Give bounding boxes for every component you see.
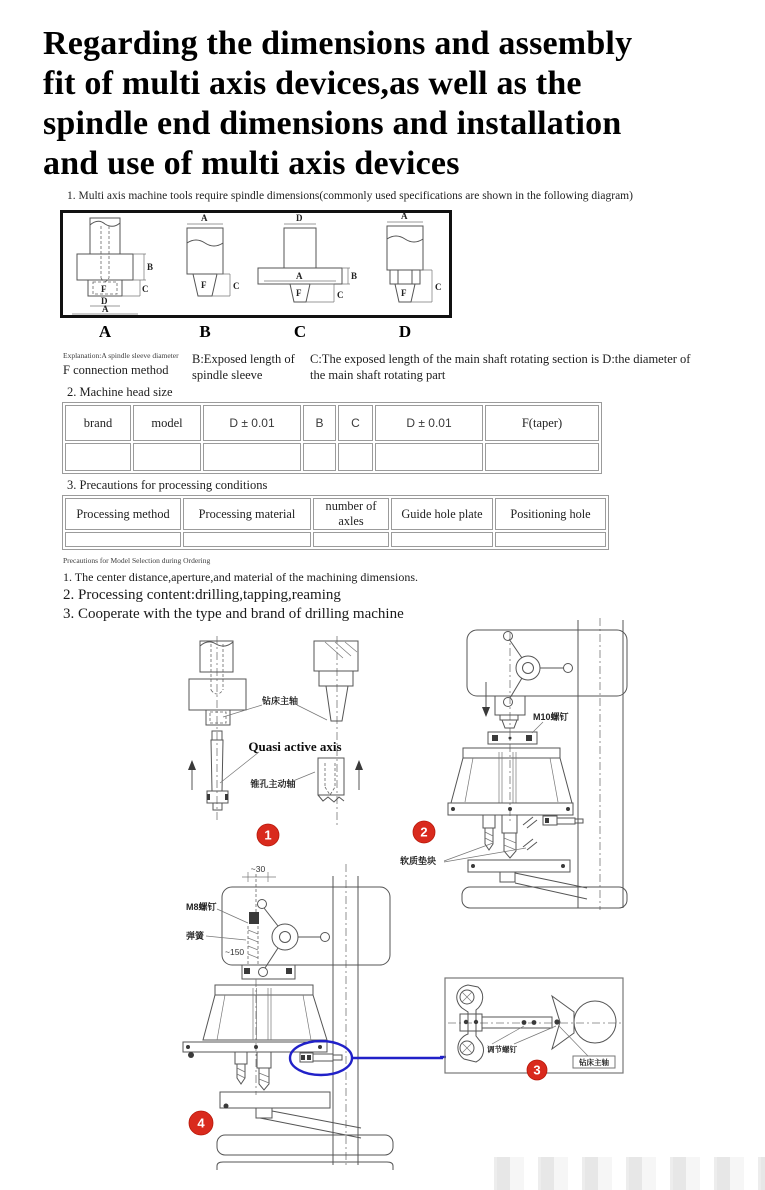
fig4-dim-150-label: ~150 [225, 947, 245, 957]
fig3-drill-spindle-label: 钻床主轴 [579, 1058, 609, 1067]
empty-cell [183, 532, 311, 547]
fig2-soft-pad-label: 软质垫块 [400, 856, 437, 866]
callout-2-number: 2 [420, 824, 428, 840]
empty-cell [313, 532, 389, 547]
empty-cell [391, 532, 493, 547]
ordering-heading: Precautions for Model Selection during Ordering [63, 556, 211, 565]
figure-3-drawing [440, 966, 640, 1086]
t1-header-b: B [303, 405, 336, 441]
svg-text:F: F [201, 280, 207, 290]
spindle-dimension-diagram [60, 210, 452, 344]
explanation-note: Explanation:A spindle sleeve diameter [63, 351, 179, 360]
empty-cell [485, 443, 599, 471]
t2-header-number-of-axles: number of axles [313, 498, 389, 530]
ordering-item-2: 2. Processing content:drilling,tapping,reaming [63, 587, 341, 603]
dim-f: F [101, 284, 107, 294]
explanation-cd: C:The exposed length of the main shaft rotating section is D:the diameter of the main shaft rotating part [310, 352, 691, 383]
t2-header-processing-material: Processing material [183, 498, 311, 530]
t1-header-model: model [133, 405, 201, 441]
section-3-heading: 3. Precautions for processing conditions [67, 478, 268, 492]
table2-header-row [65, 498, 606, 530]
t1-header-d2: D ± 0.01 [375, 405, 483, 441]
fig2-m10-screw-label: M10螺钉 [533, 712, 569, 722]
diagram-letter-a: A [98, 322, 112, 341]
spindle-type-d [387, 211, 442, 302]
spindle-type-a [72, 218, 153, 314]
t1-header-c: C [338, 405, 373, 441]
diagram-letter-c: C [293, 322, 307, 341]
empty-cell [65, 532, 181, 547]
svg-text:A: A [296, 271, 303, 281]
table1-header-row [65, 405, 599, 441]
spindle-type-b [187, 213, 240, 296]
title-line-4: and use of multi axis devices [43, 145, 460, 182]
title-line-3: spindle end dimensions and installation [43, 105, 622, 142]
spindle-type-c [258, 213, 357, 302]
ordering-item-3: 3. Cooperate with the type and brand of drilling machine [63, 606, 404, 622]
empty-cell [495, 532, 606, 547]
fig4-m8-screw-label: M8螺钉 [186, 902, 217, 912]
table1-empty-row [65, 443, 599, 471]
title-line-2: fit of multi axis devices,as well as the [43, 65, 582, 102]
svg-text:F: F [296, 288, 302, 298]
section-2-heading: 2. Machine head size [67, 385, 173, 399]
callout-1-number: 1 [264, 827, 272, 843]
t1-header-d1: D ± 0.01 [203, 405, 301, 441]
table2-empty-row [65, 532, 606, 547]
empty-cell [203, 443, 301, 471]
t2-header-processing-method: Processing method [65, 498, 181, 530]
t1-header-f-taper: F(taper) [485, 405, 599, 441]
svg-text:F: F [401, 288, 407, 298]
fig1-drill-spindle-label: 钻床主轴 [261, 696, 299, 706]
svg-text:C: C [435, 282, 442, 292]
ordering-item-1: 1. The center distance,aperture,and material of the machining dimensions. [63, 570, 418, 584]
figure-4-drawing [172, 860, 443, 1170]
dim-d: D [101, 296, 108, 306]
t1-header-brand: brand [65, 405, 131, 441]
svg-text:A: A [201, 213, 208, 223]
explanation-f: F connection method [63, 363, 169, 377]
diagram-letter-b: B [199, 322, 211, 341]
fig1-quasi-active-axis-label: Quasi active axis [248, 739, 342, 754]
figure-1-drawing [163, 618, 373, 858]
intro-text: 1. Multi axis machine tools require spindle dimensions(commonly used specifications are shown in the following diagram) [67, 190, 633, 202]
processing-conditions-table [62, 495, 609, 550]
dim-a: A [102, 304, 109, 314]
t2-header-guide-hole-plate: Guide hole plate [391, 498, 493, 530]
callout-3-number: 3 [533, 1062, 541, 1078]
svg-text:C: C [233, 281, 240, 291]
fig4-dim-30-label: ~30 [250, 864, 266, 874]
explanation-b: B:Exposed length of spindle sleeve [192, 352, 295, 383]
dim-c: C [142, 284, 149, 294]
empty-cell [133, 443, 201, 471]
empty-cell [375, 443, 483, 471]
callout-4-number: 4 [197, 1115, 205, 1131]
t2-header-positioning-hole: Positioning hole [495, 498, 606, 530]
fig1-taper-shaft-label: 锥孔主动轴 [250, 779, 296, 789]
svg-text:D: D [296, 213, 303, 223]
svg-text:B: B [351, 271, 358, 281]
empty-cell [303, 443, 336, 471]
diagram-letter-d: D [398, 322, 412, 341]
dim-b: B [147, 262, 154, 272]
fig4-spring-label: 弹簧 [186, 931, 205, 941]
empty-cell [338, 443, 373, 471]
empty-cell [65, 443, 131, 471]
machine-head-size-table [62, 402, 602, 474]
title-line-1: Regarding the dimensions and assembly [43, 25, 633, 62]
fig3-adjust-screw-label: 调节螺钉 [487, 1045, 517, 1054]
svg-text:A: A [401, 211, 408, 221]
svg-text:C: C [337, 290, 344, 300]
scan-artifact-stripes [480, 1157, 765, 1190]
page-title [43, 24, 733, 184]
